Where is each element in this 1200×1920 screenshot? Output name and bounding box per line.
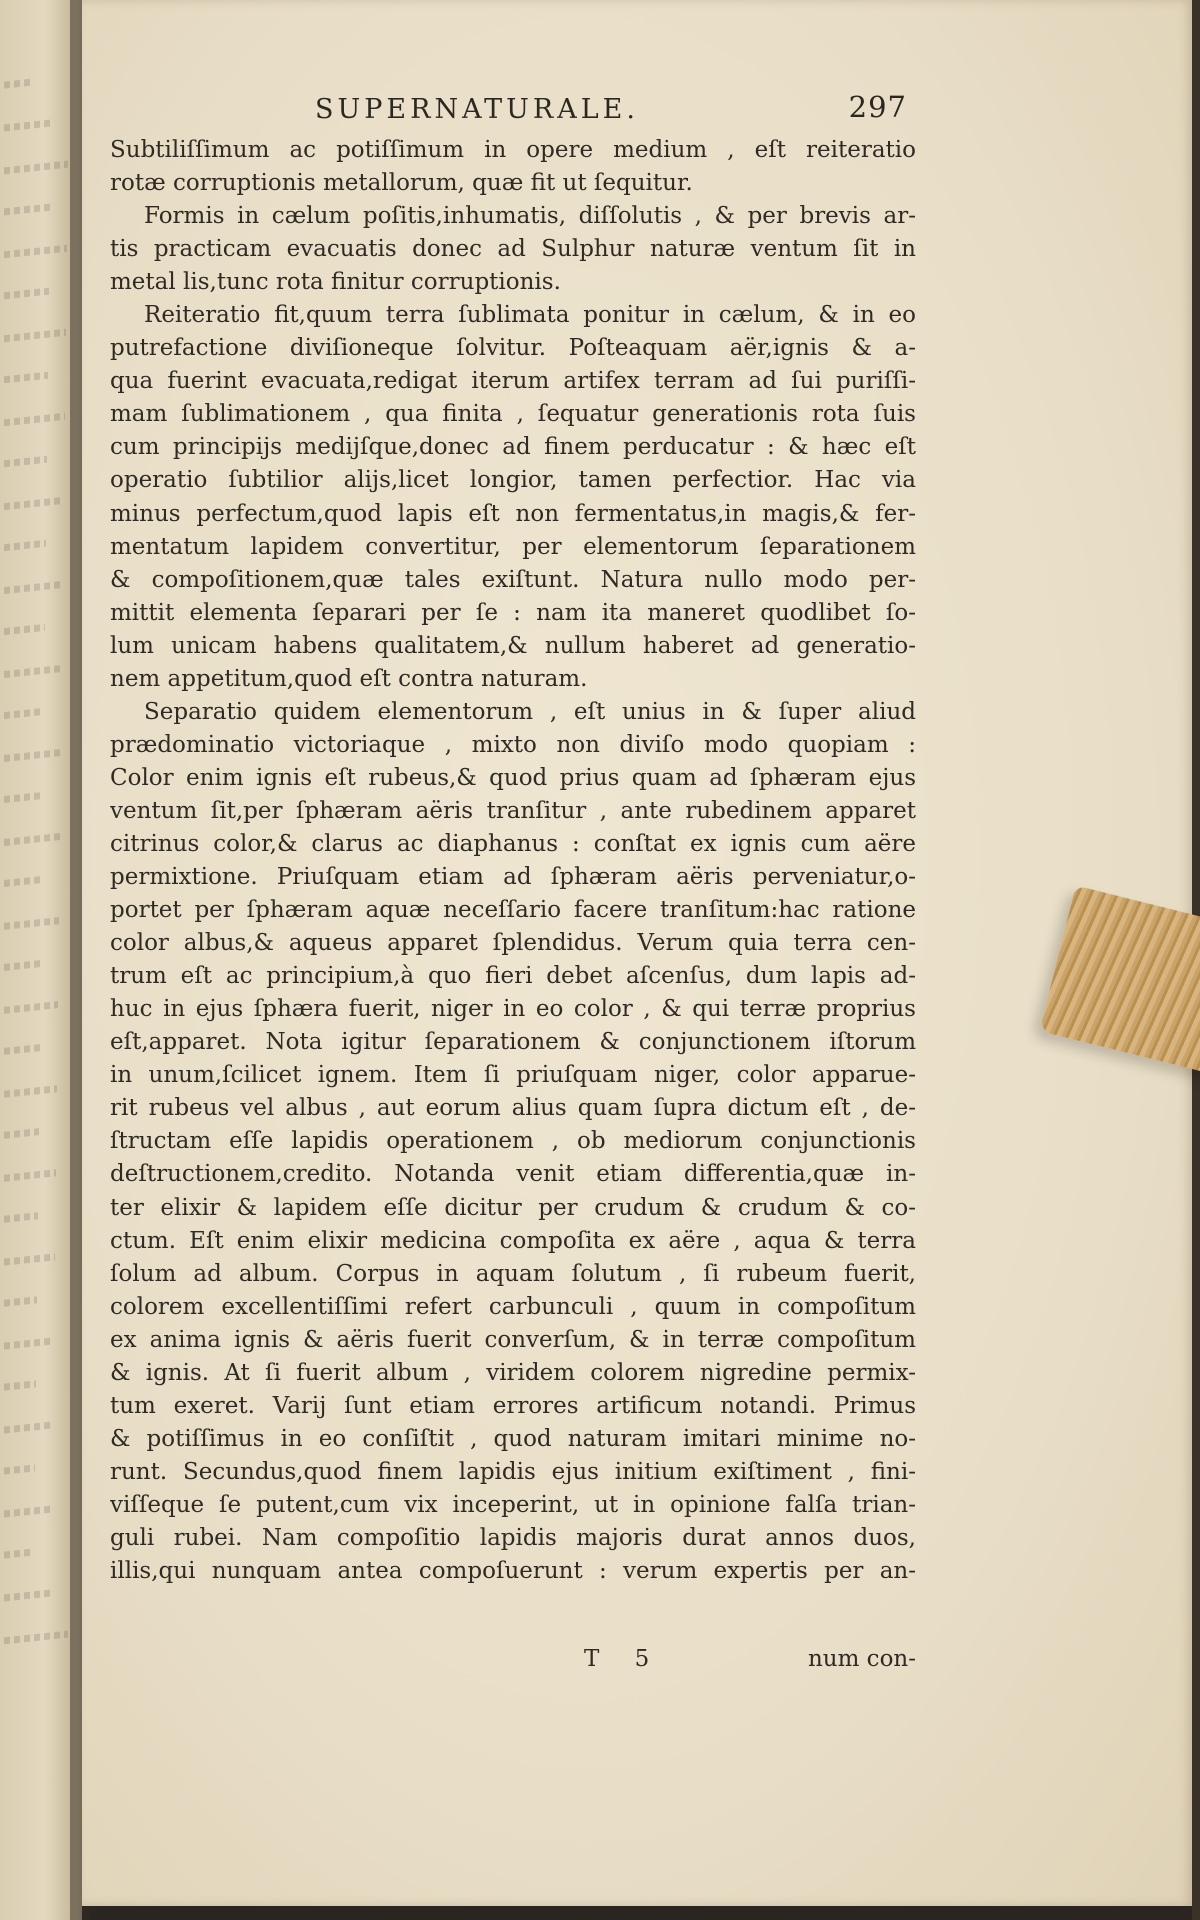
facing-page-ghost-text <box>4 161 68 175</box>
text-line: rotæ corruptionis metallorum, quæ fit ut ſequitur. <box>110 170 693 197</box>
text-line: ventum ſit,per ſphæram aëris tranſitur , ante rubedinem apparet <box>110 797 916 824</box>
text-line: Formis in cælum poſitis,inhumatis, diſſolutis , & per brevis ar- <box>144 203 916 230</box>
facing-page-ghost-text <box>4 708 44 719</box>
text-line: & potiſſimus in eo conſiſtit , quod naturam imitari minime no- <box>110 1425 916 1452</box>
text-line: cum principijs medijſque,donec ad finem perducatur : & hæc eſt <box>110 434 916 461</box>
facing-page-ghost-text <box>4 1044 40 1055</box>
facing-page-ghost-text <box>4 1253 55 1265</box>
facing-page-ghost-text <box>4 540 46 551</box>
page-header <box>315 90 915 130</box>
facing-page-ghost-text <box>4 245 67 259</box>
text-line: operatio ſubtilior alijs,licet longior, tamen perfectior. Hac via <box>110 467 916 494</box>
facing-page-ghost-text <box>4 1085 57 1098</box>
page-number: 297 <box>848 90 907 124</box>
facing-page-ghost-text <box>4 1212 38 1223</box>
text-line: ſtructam eſſe lapidis operationem , ob mediorum conjunctionis <box>110 1128 916 1155</box>
text-line: Reiteratio fit,quum terra ſublimata ponitur in cælum, & in eo <box>144 302 916 329</box>
facing-page-ghost-text <box>4 665 62 678</box>
text-line: huc in ejus ſphæra fuerit, niger in eo color , & qui terræ proprius <box>110 996 916 1023</box>
text-line: ctum. Eſt enim elixir medicina compoſita ex aëre , aqua & terra <box>110 1227 916 1254</box>
facing-page-ghost-text <box>4 413 65 426</box>
text-line: citrinus color,& clarus ac diaphanus : conſtat ex ignis cum aëre <box>110 830 916 857</box>
text-line: viſſeque ſe putent,cum vix inceperint, ut in opinione falſa trian- <box>110 1491 916 1518</box>
body-text <box>110 134 916 1588</box>
facing-page-ghost-text <box>4 288 49 300</box>
text-line: nem appetitum,quod eſt contra naturam. <box>110 665 588 692</box>
facing-page-ghost-text <box>4 876 42 887</box>
facing-page-ghost-text <box>4 833 60 846</box>
text-line: lum unicam habens qualitatem,& nullum haberet ad generatio- <box>110 632 916 659</box>
page-footer <box>110 1646 916 1680</box>
text-line: putrefactione diviſioneque ſolvitur. Poſteaquam aër,ignis & a- <box>110 335 916 362</box>
text-line: ter elixir & lapidem eſſe dicitur per crudum & crudum & co- <box>110 1194 916 1221</box>
facing-page-ghost-text <box>4 1169 56 1181</box>
facing-page-ghost-text <box>4 960 41 971</box>
text-line: tum exeret. Varij ſunt etiam errores artificum notandi. Primus <box>110 1392 916 1419</box>
signature-mark: T 5 <box>584 1646 664 1672</box>
facing-page-ghost-text <box>4 792 43 803</box>
text-line: trum eſt ac principium,à quo fieri debet aſcenſus, dum lapis ad- <box>110 963 916 990</box>
facing-page-ghost-text <box>4 329 66 343</box>
facing-page-ghost-text <box>4 1296 37 1306</box>
text-line: Separatio quidem elementorum , eſt unius in & ſuper aliud <box>144 698 916 725</box>
text-line: prædominatio victoriaque , mixto non diviſo modo quopiam : <box>110 731 916 758</box>
text-line: portet per ſphæram aquæ neceſſario facere tranſitum:hac ratione <box>110 897 916 924</box>
text-line: minus perfectum,quod lapis eſt non fermentatus,in magis,& fer- <box>110 500 916 527</box>
facing-page-ghost-text <box>4 1548 34 1558</box>
text-line: runt. Secundus,quod finem lapidis ejus initium exiſtiment , fini- <box>110 1458 916 1485</box>
running-title: SUPERNATURALE. <box>315 94 639 125</box>
text-line: deſtructionem,credito. Notanda venit etiam differentia,quæ in- <box>110 1161 916 1188</box>
facing-page-ghost-text <box>4 1421 53 1433</box>
text-line: guli rubei. Nam compoſitio lapidis majoris durat annos duos, <box>110 1524 916 1551</box>
facing-page-ghost-text <box>4 1001 58 1014</box>
facing-page-ghost-text <box>4 1128 39 1139</box>
facing-page-ghost-text <box>4 1337 54 1349</box>
facing-page-ghost-text <box>4 1631 68 1645</box>
facing-page-ghost-text <box>4 749 61 762</box>
text-line: Subtiliſſimum ac potiſſimum in opere medium , eſt reiteratio <box>110 137 916 163</box>
text-line: illis,qui nunquam antea compoſuerunt : verum expertis per an- <box>110 1558 916 1585</box>
text-line: ex anima ignis & aëris fuerit converſum, & in terræ compoſitum <box>110 1326 916 1353</box>
facing-page-ghost-text <box>4 1590 51 1602</box>
facing-page-ghost-text <box>4 204 50 216</box>
text-line: mittit elementa ſeparari per ſe : nam ita maneret quodlibet ſo- <box>110 599 916 626</box>
facing-page-ghost-text <box>4 1505 52 1517</box>
text-line: permixtione. Priuſquam etiam ad ſphæram aëris perveniatur,o- <box>110 864 916 891</box>
text-line: tis practicam evacuatis donec ad Sulphur naturæ ventum ſit in <box>110 236 916 263</box>
facing-page-ghost-text <box>4 581 63 594</box>
text-line: in unum,ſcilicet ignem. Item ſi priuſquam niger, color apparue- <box>110 1062 916 1089</box>
facing-page-ghost-text <box>4 78 34 88</box>
text-line: ſolum ad album. Corpus in aquam ſolutum , ſi rubeum fuerit, <box>110 1260 916 1287</box>
facing-page-ghost-text <box>4 372 48 384</box>
text-line: & compoſitionem,quæ tales exiſtunt. Natura nullo modo per- <box>110 566 916 593</box>
text-line: & ignis. At ſi fuerit album , viridem colorem nigredine permix- <box>110 1359 916 1386</box>
catchword: num con- <box>807 1646 916 1672</box>
facing-page-ghost-text <box>4 120 51 132</box>
text-line: Color enim ignis eſt rubeus,& quod prius quam ad ſphæram ejus <box>110 764 916 791</box>
facing-page-ghost-text <box>4 917 59 930</box>
facing-page-ghost-text <box>4 1380 36 1390</box>
facing-page-ghost-text <box>4 624 45 635</box>
text-line: metal lis,tunc rota finitur corruptionis. <box>110 269 561 296</box>
text-line: mam ſublimationem , qua finita , ſequatur generationis rota ſuis <box>110 401 916 428</box>
text-line: qua fuerint evacuata,redigat iterum artifex terram ad ſui puriſſi- <box>110 368 916 395</box>
text-line: rit rubeus vel albus , aut eorum alius quam ſupra dictum eſt , de- <box>110 1095 916 1122</box>
facing-page-ghost-text <box>4 497 64 510</box>
text-line: color albus,& aqueus apparet ſplendidus. Verum quia terra cen- <box>110 930 916 957</box>
text-line: eſt,apparet. Nota igitur ſeparationem & conjunctionem iſtorum <box>110 1029 916 1056</box>
text-line: colorem excellentiſſimi refert carbunculi , quum in compoſitum <box>110 1293 916 1320</box>
facing-page-ghost-text <box>4 1464 35 1474</box>
facing-page-ghost-text <box>4 456 47 468</box>
text-line: mentatum lapidem convertitur, per elementorum ſeparationem <box>110 533 916 560</box>
